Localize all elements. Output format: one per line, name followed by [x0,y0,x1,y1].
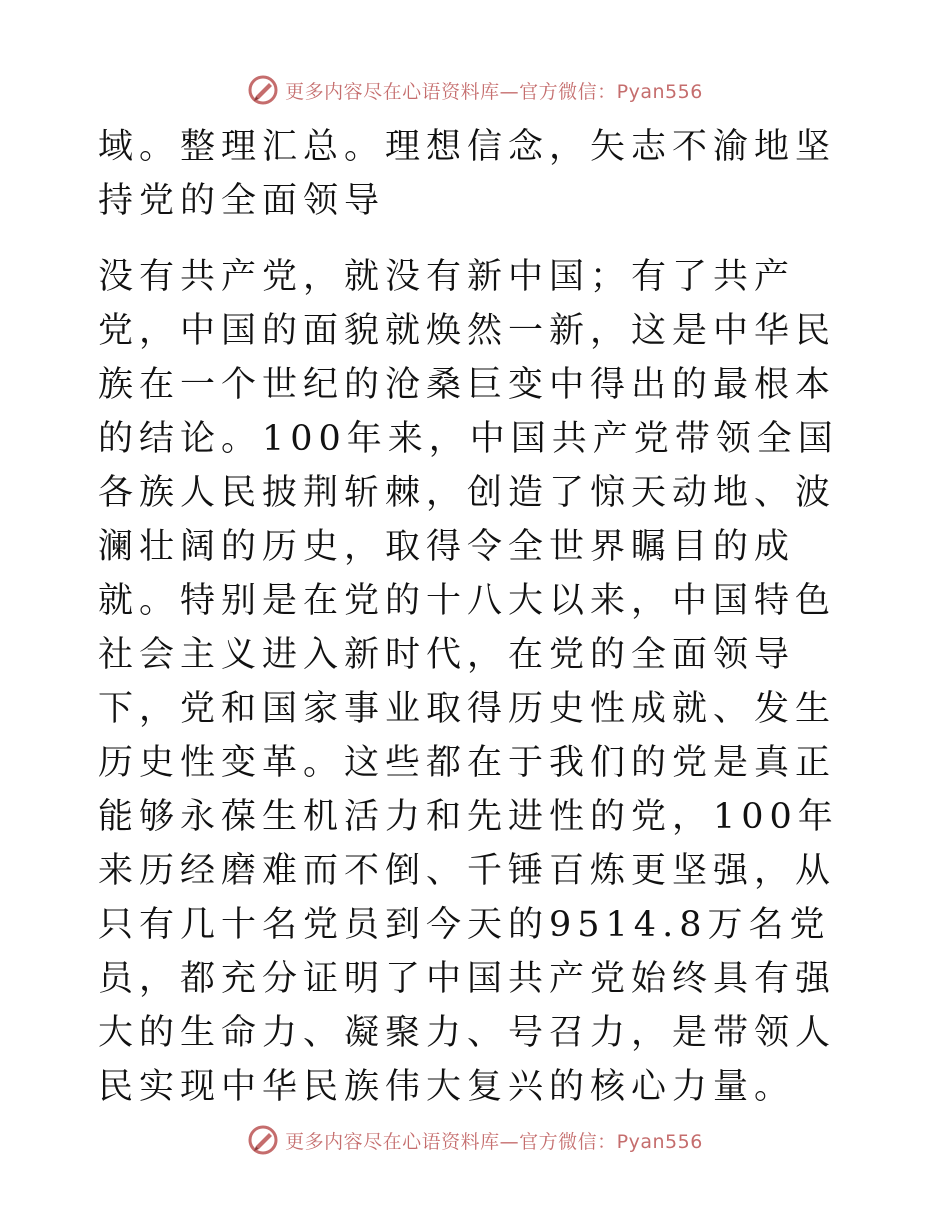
section-heading-paragraph: 域。整理汇总。理想信念，矢志不渝地坚持党的全面领导 [98,127,837,221]
body-paragraph: 没有共产党，就没有新中国；有了共产党，中国的面貌就焕然一新，这是中华民族在一个世纪的沧桑巨变中得出的最根本的结论。100年来，中国共产党带领全国各族人民披荆斩棘，创造了惊天动地、波澜壮阔的历史，取得令全世界瞩目的成就。特别是在党的十八大以来，中国特色社会主义进入新时代，在党的全面领导下，党和国家事业取得历史性成就、发生历史性变革。这些都在于我们的党是真正能够永葆生机活力和先进性的党，100年来历经磨难而不倒、千锤百炼更坚强，从只有几十名党员到今天的9514.8万名党员，都充分证明了中国共产党始终具有强大的生命力、凝聚力、号召力，是带领人民实现中华民族伟大复兴的核心力量。 [98,257,839,1107]
pen-circle-logo-icon [247,1124,279,1156]
footer-watermark [0,1122,950,1158]
pen-circle-logo-icon [247,74,279,106]
header-watermark [0,72,950,108]
document-body [98,120,850,1114]
watermark-text: 更多内容尽在心语资料库—官方微信：Pyan556 [285,1130,703,1153]
watermark-text: 更多内容尽在心语资料库—官方微信：Pyan556 [285,80,703,103]
